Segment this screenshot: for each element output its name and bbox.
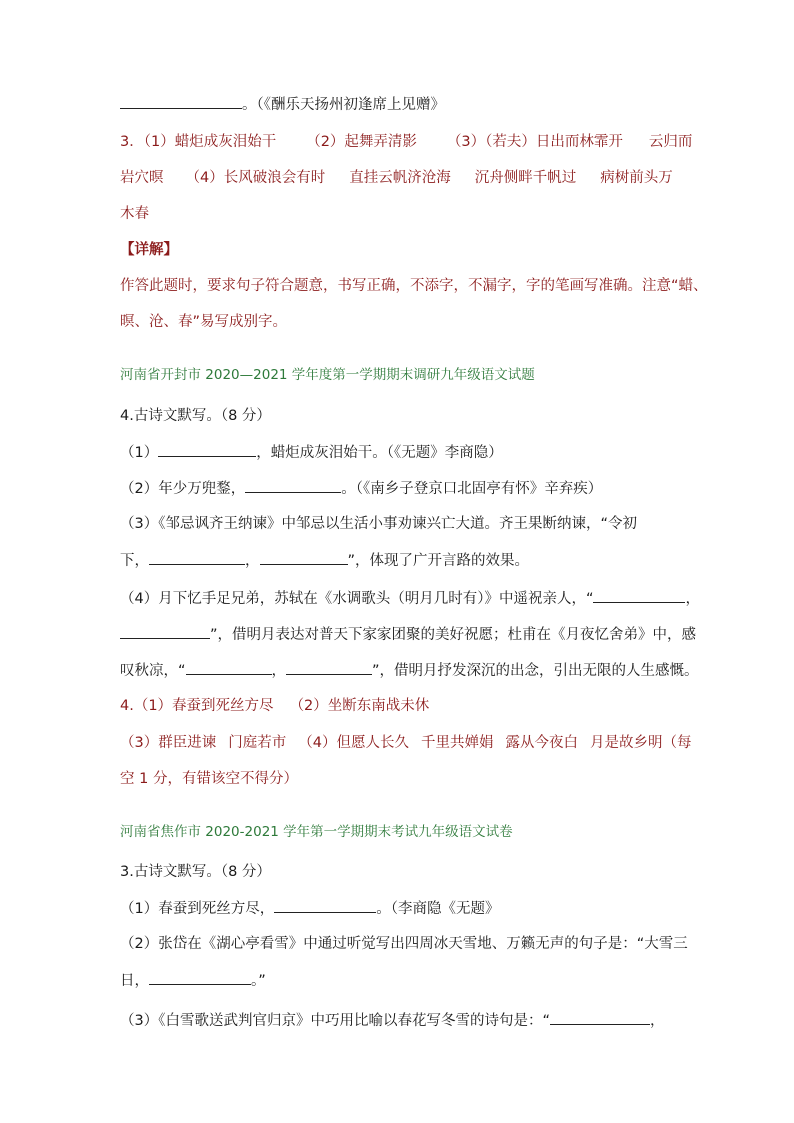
answer-blank <box>286 660 372 675</box>
answer-blank <box>149 970 251 985</box>
answer-3-line1: 3．（1）蜡炬成灰泪始干 （2）起舞弄清影 （3）（若夫）日出而林霏开 云归而 <box>120 134 693 150</box>
detail-label: 【详解】 <box>120 242 178 258</box>
answer-4-line2: （3）群臣进谏 门庭若市 （4）但愿人长久 千里共婵娟 露从今夜白 月是故乡明（每 <box>120 735 692 751</box>
answer-4-line3: 空 1 分，有错该空不得分） <box>120 771 298 787</box>
answer-4-line1: 4.（1）春蚕到死丝方尽 （2）坐断东南战未休 <box>120 698 430 714</box>
question-item-cont: 日， 。” <box>120 970 680 991</box>
prev-answer-line: 。（《酬乐天扬州初逢席上见赠》 <box>120 94 680 115</box>
answer-blank <box>593 588 685 603</box>
answer-blank <box>120 624 210 639</box>
question-item: （2）年少万兜鍪， 。（《南乡子登京口北固亭有怀》辛弃疾） <box>120 478 680 499</box>
question-item-cont: 叹秋凉，“ ， ”，借明月抒发深沉的出念，引出无限的人生感慨。 <box>120 660 680 681</box>
question-item-cont: ”，借明月表达对普天下家家团聚的美好祝愿；杜甫在《月夜忆舍弟》中，感 <box>120 624 680 645</box>
question-title: 4.古诗文默写。（8 分） <box>120 408 271 424</box>
question-item: （1） ，蜡炬成灰泪始干。（《无题》李商隐） <box>120 442 680 463</box>
answer-blank <box>158 442 256 457</box>
question-item: （3）《白雪歌送武判官归京》中巧用比喻以春花写冬雪的诗句是：“ ， <box>120 1010 680 1031</box>
answer-blank <box>149 550 245 565</box>
detail-text-line1: 作答此题时，要求句子符合题意，书写正确，不添字，不漏字，字的笔画写准确。注意“蜡、 <box>120 278 708 294</box>
question-item: （1）春蚕到死丝方尽， 。（李商隐《无题》 <box>120 898 680 919</box>
question-item: （3）《邹忌讽齐王纳谏》中邹忌以生活小事劝谏兴亡大道。齐王果断纳谏，“令初 <box>120 516 637 532</box>
answer-3-line2: 岩穴暝 （4）长风破浪会有时 直挂云帆济沧海 沉舟侧畔千帆过 病树前头万 <box>120 170 673 186</box>
answer-blank <box>186 660 272 675</box>
answer-blank <box>260 550 348 565</box>
question-item: （4）月下忆手足兄弟，苏轼在《水调歌头（明月几时有）》中遥祝亲人，“ ， <box>120 588 680 609</box>
answer-3-line3: 木春 <box>120 206 149 222</box>
question-title: 3.古诗文默写。（8 分） <box>120 864 271 880</box>
question-item-cont: 下， ， ”，体现了广开言路的效果。 <box>120 550 680 571</box>
detail-text-line2: 暝、沧、春”易写成别字。 <box>120 314 288 330</box>
answer-blank <box>274 898 376 913</box>
section-header-jiaozuo: 河南省焦作市 2020-2021 学年第一学期期末考试九年级语文试卷 <box>120 824 513 840</box>
answer-blank <box>245 478 341 493</box>
answer-blank <box>120 94 242 109</box>
section-header-kaifeng: 河南省开封市 2020—2021 学年度第一学期期末调研九年级语文试题 <box>120 367 535 383</box>
answer-blank <box>550 1010 650 1025</box>
question-item: （2）张岱在《湖心亭看雪》中通过听觉写出四周冰天雪地、万籁无声的句子是：“大雪三 <box>120 936 688 952</box>
